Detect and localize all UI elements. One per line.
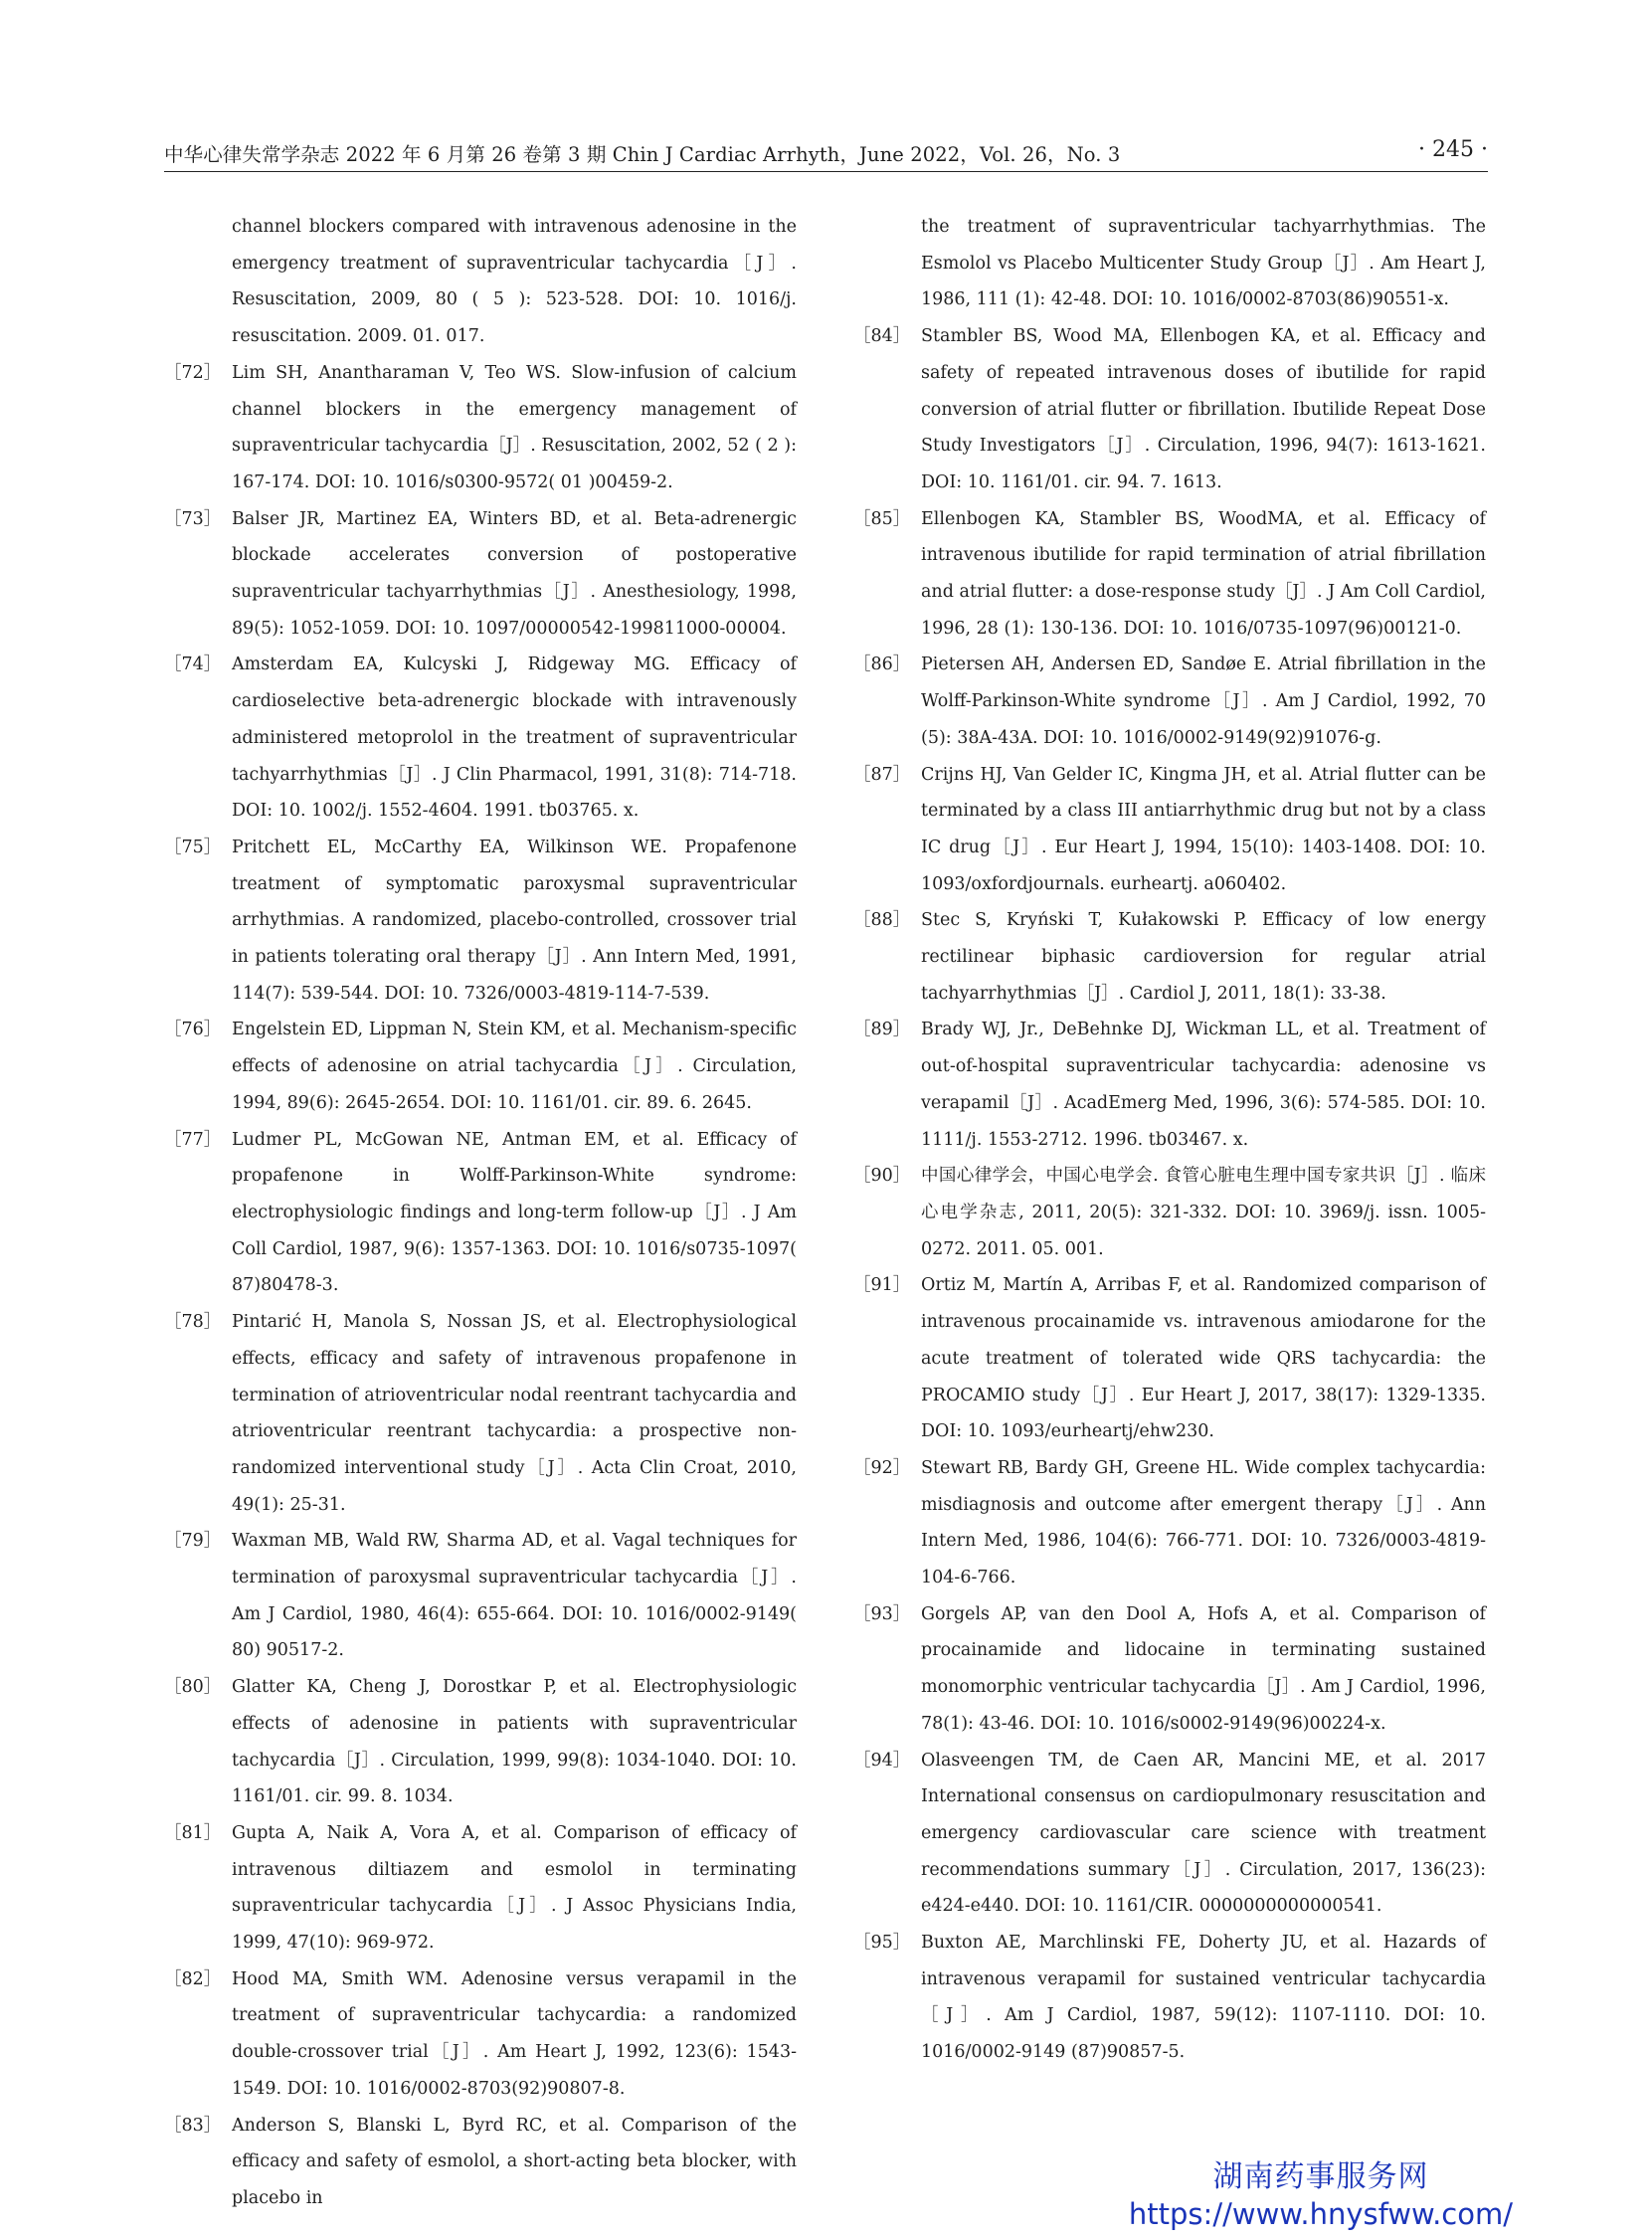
reference-number: ［76］ [164,1020,222,1040]
reference-number: ［82］ [164,1968,222,1989]
reference-number: ［95］ [853,1933,911,1954]
reference-text: Engelstein ED, Lippman N, Stein KM, et al. Mechanism-specific effects of adenosine on atrial tachycardia［J］. Circulation, 1994, 89(6): 2645-2654. DOI: 10. 1161/01. cir. 89. 6. 2645. [232,1020,797,1113]
reference-number: ［81］ [164,1822,222,1843]
reference-text: Stec S, Kryński T, Kułakowski P. Efficacy of low energy rectilinear biphasic cardioversion for regular atrial tachyarrhythmias［J］. Cardiol J, 2011, 18(1): 33-38. [921,910,1486,1004]
reference-item [853,1012,1486,1158]
reference-item [164,1669,797,1815]
reference-number: ［87］ [853,764,911,785]
right-column [853,209,1486,2071]
reference-item [853,1596,1486,1743]
reference-item [853,647,1486,756]
reference-continuation [164,209,797,355]
reference-item [164,647,797,830]
reference-item [164,1523,797,1669]
reference-text: Olasveengen TM, de Caen AR, Mancini ME, et al. 2017 International consensus on cardiopulmonary resuscitation and emergency cardiovascular care science with treatment recommendations summary［J］. Circulation, 2017, 136(23): e424-e440. DOI: 10. 1161/CIR. 0000000000000541. [921,1750,1486,1917]
reference-item [853,757,1486,903]
reference-text: Glatter KA, Cheng J, Dorostkar P, et al. Electrophysiologic effects of adenosine in patients with supraventricular tachycardia［J］. Circulation, 1999, 99(8): 1034-1040. DOI: 10. 1161/01. cir. 99. 8. 1034. [232,1677,797,1807]
reference-number: ［85］ [853,508,911,529]
reference-item [164,1961,797,2108]
reference-text: Pintarić H, Manola S, Nossan JS, et al. Electrophysiological effects, efficacy and safety of intravenous propafenone in termination of atrioventricular nodal reentrant tachycardia and atrioventricular reentrant tachycardia: a prospective non-randomized interventional study［J］. Acta Clin Croat, 2010, 49(1): 25-31. [232,1312,797,1515]
reference-text: channel blockers compared with intravenous adenosine in the emergency treatment of supraventricular tachycardia［J］. Resuscitation, 2009, 80 ( 5 ): 523-528. DOI: 10. 1016/j. resuscitation. 2009. 01. 017. [232,217,797,347]
reference-number: ［89］ [853,1020,911,1040]
reference-number: ［78］ [164,1312,222,1333]
reference-text: Ludmer PL, McGowan NE, Antman EM, et al. Efficacy of propafenone in Wolff-Parkinson-White syndrome: electrophysiologic findings and long-term follow-up［J］. J Am Coll Cardiol, 1987, 9(6): 1357-1363. DOI: 10. 1016/s0735-1097( 87)80478-3. [232,1129,797,1296]
reference-list [853,318,1486,2071]
reference-number: ［72］ [164,362,222,383]
reference-number: ［91］ [853,1275,911,1296]
reference-item [853,902,1486,1012]
reference-item [853,1450,1486,1596]
reference-number: ［74］ [164,654,222,675]
journal-citation: 中华心律失常学杂志 2022 年 6 月第 26 卷第 3 期 Chin J Cardiac Arrhyth，June 2022，Vol. 26，No. 3 [164,143,1121,166]
watermark-url[interactable]: https://www.hnysfww.com/ [1128,2197,1513,2231]
watermark-name: 湖南药事服务网 [1212,2159,1429,2194]
reference-text: Gupta A, Naik A, Vora A, et al. Comparison of efficacy of intravenous diltiazem and esmolol in terminating supraventricular tachycardia［J］. J Assoc Physicians India, 1999, 47(10): 969-972. [232,1822,797,1954]
site-watermark [1129,2158,1513,2232]
reference-number: ［92］ [853,1457,911,1478]
reference-continuation [853,209,1486,318]
reference-text: Stambler BS, Wood MA, Ellenbogen KA, et al. Efficacy and safety of repeated intravenous doses of ibutilide for rapid conversion of atrial flutter or fibrillation. Ibutilide Repeat Dose Study Investigators［J］. Circulation, 1996, 94(7): 1613-1621. DOI: 10. 1161/01. cir. 94. 7. 1613. [921,326,1486,492]
reference-item [164,1304,797,1523]
reference-number: ［75］ [164,837,222,857]
reference-number: ［93］ [853,1603,911,1624]
reference-number: ［88］ [853,910,911,931]
running-header [164,137,1488,172]
reference-item [853,501,1486,648]
reference-text: Pritchett EL, McCarthy EA, Wilkinson WE. Propafenone treatment of symptomatic paroxysmal supraventricular arrhythmias. A randomized, placebo-controlled, crossover trial in patients tolerating oral therapy［J］. Ann Intern Med, 1991, 114(7): 539-544. DOI: 10. 7326/0003-4819-114-7-539. [232,837,797,1004]
reference-item [164,2108,797,2217]
reference-item [853,1158,1486,1267]
reference-text: Anderson S, Blanski L, Byrd RC, et al. Comparison of the efficacy and safety of esmolol, a short-acting beta blocker, with placebo in [232,2115,797,2208]
reference-text: Gorgels AP, van den Dool A, Hofs A, et al. Comparison of procainamide and lidocaine in terminating sustained monomorphic ventricular tachycardia［J］. Am J Cardiol, 1996, 78(1): 43-46. DOI: 10. 1016/s0002-9149(96)00224-x. [921,1603,1486,1734]
reference-text: Buxton AE, Marchlinski FE, Doherty JU, et al. Hazards of intravenous verapamil for sustained ventricular tachycardia［J］. Am J Cardiol, 1987, 59(12): 1107-1110. DOI: 10. 1016/0002-9149 (87)90857-5. [921,1933,1486,2063]
reference-item [164,355,797,501]
reference-text: 中国心律学会，中国心电学会. 食管心脏电生理中国专家共识［J］. 临床心电学杂志, 2011, 20(5): 321-332. DOI: 10. 3969/j. issn. 1005-0272. 2011. 05. 001. [921,1166,1486,1259]
reference-text: Ellenbogen KA, Stambler BS, WoodMA, et al. Efficacy of intravenous ibutilide for rapid termination of atrial fibrillation and atrial flutter: a dose-response study［J］. J Am Coll Cardiol, 1996, 28 (1): 130-136. DOI: 10. 1016/0735-1097(96)00121-0. [921,508,1486,639]
reference-text: Brady WJ, Jr., DeBehnke DJ, Wickman LL, et al. Treatment of out-of-hospital supraventricular tachycardia: adenosine vs verapamil［J］. AcadEmerg Med, 1996, 3(6): 574-585. DOI: 10. 1111/j. 1553-2712. 1996. tb03467. x. [921,1020,1486,1150]
reference-number: ［73］ [164,508,222,529]
reference-text: Stewart RB, Bardy GH, Greene HL. Wide complex tachycardia: misdiagnosis and outcome after emergent therapy［J］. Ann Intern Med, 1986, 104(6): 766-771. DOI: 10. 7326/0003-4819-104-6-766. [921,1457,1486,1588]
reference-item [164,1122,797,1305]
reference-text: the treatment of supraventricular tachyarrhythmias. The Esmolol vs Placebo Multicenter Study Group［J］. Am Heart J, 1986, 111 (1): 42-48. DOI: 10. 1016/0002-8703(86)90551-x. [921,217,1486,310]
reference-number: ［83］ [164,2115,222,2136]
reference-text: Waxman MB, Wald RW, Sharma AD, et al. Vagal techniques for termination of paroxysmal supraventricular tachycardia［J］. Am J Cardiol, 1980, 46(4): 655-664. DOI: 10. 1016/0002-9149( 80) 90517-2. [232,1531,797,1661]
reference-text: Balser JR, Martinez EA, Winters BD, et al. Beta-adrenergic blockade accelerates conversion of postoperative supraventricular tachyarrhythmias［J］. Anesthesiology, 1998, 89(5): 1052-1059. DOI: 10. 1097/00000542-199811000-00004. [232,508,797,639]
reference-number: ［90］ [853,1166,911,1187]
reference-text: Pietersen AH, Andersen ED, Sandøe E. Atrial fibrillation in the Wolff-Parkinson-White syndrome［J］. Am J Cardiol, 1992, 70 (5): 38A-43A. DOI: 10. 1016/0002-9149(92)91076-g. [921,654,1486,748]
reference-number: ［94］ [853,1750,911,1771]
reference-number: ［86］ [853,654,911,675]
reference-text: Ortiz M, Martín A, Arribas F, et al. Randomized comparison of intravenous procainamide vs. intravenous amiodarone for the acute treatment of tolerated wide QRS tachycardia: the PROCAMIO study［J］. Eur Heart J, 2017, 38(17): 1329-1335. DOI: 10. 1093/eurheartj/ehw230. [921,1275,1486,1442]
reference-item [164,830,797,1013]
reference-item [853,1925,1486,2071]
reference-item [853,318,1486,501]
reference-number: ［84］ [853,326,911,347]
left-column [164,209,797,2217]
reference-text: Lim SH, Anantharaman V, Teo WS. Slow-infusion of calcium channel blockers in the emergency management of supraventricular tachycardia［J］. Resuscitation, 2002, 52 ( 2 ): 167-174. DOI: 10. 1016/s0300-9572( 01 )00459-2. [232,362,797,492]
reference-item [164,1815,797,1961]
reference-item [164,1012,797,1121]
reference-number: ［77］ [164,1129,222,1150]
reference-item [853,1267,1486,1450]
reference-text: Crijns HJ, Van Gelder IC, Kingma JH, et al. Atrial flutter can be terminated by a class III antiarrhythmic drug but not by a class IC drug［J］. Eur Heart J, 1994, 15(10): 1403-1408. DOI: 10. 1093/oxfordjournals. eurheartj. a060402. [921,764,1486,894]
page-number: · 245 · [1418,137,1488,162]
reference-list [164,355,797,2217]
reference-number: ［79］ [164,1531,222,1552]
reference-item [164,501,797,648]
reference-item [853,1743,1486,1926]
reference-text: Amsterdam EA, Kulcyski J, Ridgeway MG. Efficacy of cardioselective beta-adrenergic blockade with intravenously administered metoprolol in the treatment of supraventricular tachyarrhythmias［J］. J Clin Pharmacol, 1991, 31(8): 714-718. DOI: 10. 1002/j. 1552-4604. 1991. tb03765. x. [232,654,797,822]
reference-number: ［80］ [164,1677,222,1698]
reference-text: Hood MA, Smith WM. Adenosine versus verapamil in the treatment of supraventricular tachycardia: a randomized double-crossover trial［J］. Am Heart J, 1992, 123(6): 1543-1549. DOI: 10. 1016/0002-8703(92)90807-8. [232,1968,797,2099]
